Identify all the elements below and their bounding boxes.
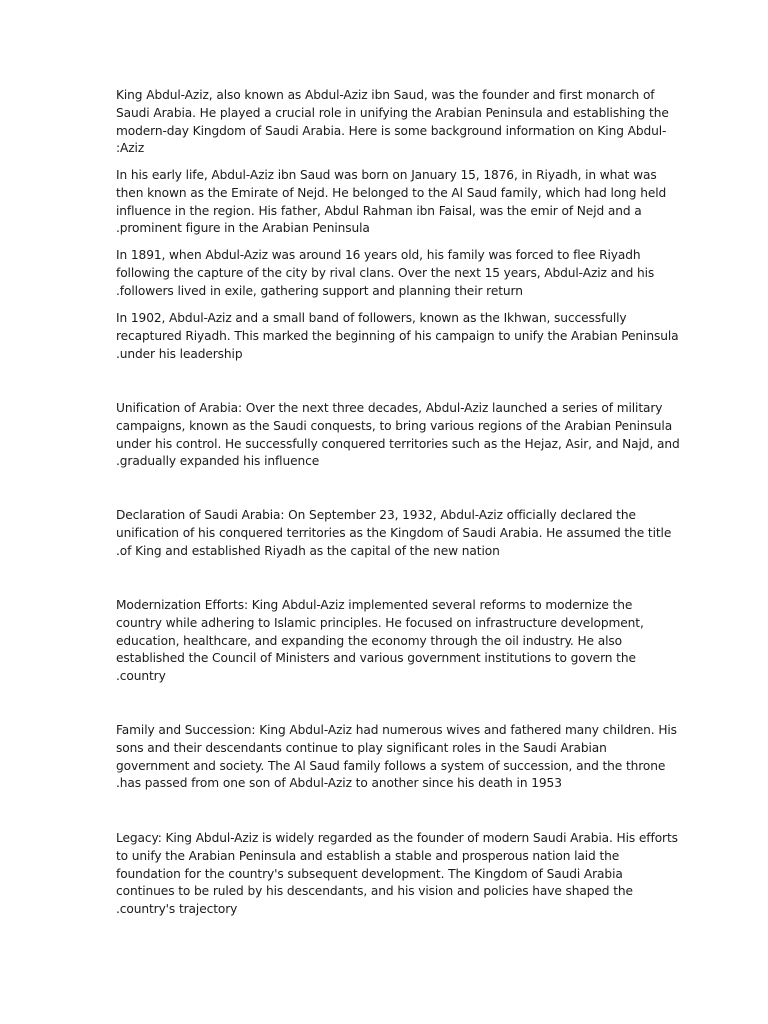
text-line: following the capture of the city by rival clans. Over the next 15 years, Abdul-Aziz and his	[116, 265, 655, 280]
text-line: In his early life, Abdul-Aziz ibn Saud was born on January 15, 1876, in Riyadh, in what was	[116, 168, 657, 182]
text-line: King Abdul-Aziz, also known as Abdul-Aziz ibn Saud, was the founder and first monarch of	[116, 88, 655, 102]
text-line: Modernization Efforts: King Abdul-Aziz implemented several reforms to modernize the	[116, 598, 633, 612]
paragraph-exile	[116, 247, 656, 300]
text-line: Family and Succession: King Abdul-Aziz had numerous wives and fathered many children. His	[116, 723, 677, 737]
text-line: Declaration of Saudi Arabia: On September 23, 1932, Abdul-Aziz officially declared the	[116, 508, 636, 522]
text-line: Unification of Arabia: Over the next three decades, Abdul-Aziz launched a series of military	[116, 401, 663, 415]
paragraph-early-life	[116, 167, 667, 238]
text-line: campaigns, known as the Saudi conquests, to bring various regions of the Arabian Peninsula	[116, 418, 673, 433]
text-line: modern-day Kingdom of Saudi Arabia. Here is some background information on King Abdul-	[116, 123, 667, 138]
paragraph-succession	[116, 722, 677, 793]
text-line: unification of his conquered territories as the Kingdom of Saudi Arabia. He assumed the title	[116, 525, 672, 540]
text-line: In 1891, when Abdul-Aziz was around 16 years old, his family was forced to flee Riyadh	[116, 248, 641, 262]
text-line: :Aziz	[116, 141, 145, 156]
text-line: established the Council of Ministers and various government institutions to govern the	[116, 651, 636, 666]
text-line: .country	[116, 669, 166, 684]
text-line: influence in the region. His father, Abdul Rahman ibn Faisal, was the emir of Nejd and a	[116, 203, 642, 218]
text-line: sons and their descendants continue to play significant roles in the Saudi Arabian	[116, 740, 607, 755]
text-line: education, healthcare, and expanding the economy through the oil industry. He also	[116, 633, 622, 648]
text-line: then known as the Emirate of Nejd. He belonged to the Al Saud family, which had long held	[116, 185, 667, 200]
text-line: Saudi Arabia. He played a crucial role in unifying the Arabian Peninsula and establishing the	[116, 105, 669, 120]
paragraph-recapture	[116, 310, 679, 363]
text-line: continues to be ruled by his descendants, and his vision and policies have shaped the	[116, 884, 633, 899]
text-line: government and society. The Al Saud family follows a system of succession, and the throne	[116, 758, 666, 773]
text-line: .country's trajectory	[116, 902, 238, 917]
paragraph-modernization	[116, 597, 656, 686]
text-line: .followers lived in exile, gathering support and planning their return	[116, 283, 523, 298]
text-line: to unify the Arabian Peninsula and establish a stable and prosperous nation laid the	[116, 848, 620, 863]
paragraph-declaration	[116, 507, 672, 560]
text-line: Legacy: King Abdul-Aziz is widely regarded as the founder of modern Saudi Arabia. His efforts	[116, 831, 678, 845]
text-line: .prominent figure in the Arabian Peninsula	[116, 221, 370, 236]
paragraph-intro	[116, 87, 669, 158]
paragraph-unification	[116, 400, 680, 471]
paragraph-legacy	[116, 830, 678, 919]
text-line: foundation for the country's subsequent development. The Kingdom of Saudi Arabia	[116, 866, 623, 881]
text-line: In 1902, Abdul-Aziz and a small band of followers, known as the Ikhwan, successfully	[116, 311, 627, 325]
text-line: recaptured Riyadh. This marked the beginning of his campaign to unify the Arabian Peninsula	[116, 328, 679, 343]
text-line: .under his leadership	[116, 346, 243, 361]
text-line: .of King and established Riyadh as the capital of the new nation	[116, 543, 500, 558]
text-line: .has passed from one son of Abdul-Aziz to another since his death in 1953	[116, 776, 562, 791]
text-line: .gradually expanded his influence	[116, 454, 320, 469]
text-line: under his control. He successfully conquered territories such as the Hejaz, Asir, and Najd, and	[116, 436, 680, 451]
text-line: country while adhering to Islamic principles. He focused on infrastructure development,	[116, 615, 644, 630]
